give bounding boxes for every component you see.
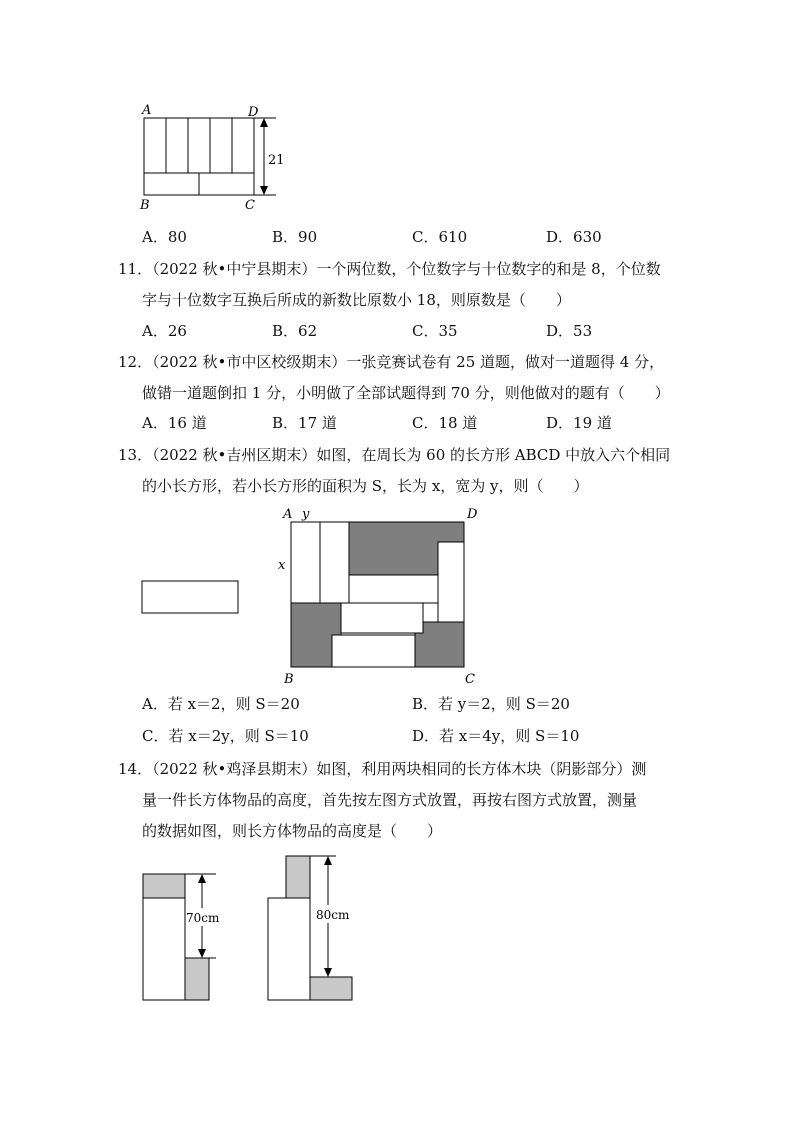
q11-stem-line1: 11．（2022 秋•中宁县期末）一个两位数，个位数字与十位数字的和是 8，个位数 xyxy=(118,260,661,278)
q13-option-b[interactable]: B．若 y＝2，则 S＝20 xyxy=(412,695,570,713)
q10-option-d[interactable]: D．630 xyxy=(546,228,602,246)
q11-option-a[interactable]: A．26 xyxy=(142,322,187,340)
q12-option-c[interactable]: C．18 道 xyxy=(412,414,478,432)
q13-label-a: A xyxy=(283,507,293,522)
q14-left-block-bottom xyxy=(185,958,209,1000)
q10-option-a[interactable]: A．80 xyxy=(142,228,187,246)
q12-option-b[interactable]: B．17 道 xyxy=(272,414,337,432)
q13-label-y: y xyxy=(302,507,310,522)
q11-option-c[interactable]: C．35 xyxy=(412,322,458,340)
q10-option-b[interactable]: B．90 xyxy=(272,228,318,246)
q11-option-b[interactable]: B．62 xyxy=(272,322,318,340)
q14-left-measure: 70cm xyxy=(186,911,220,925)
q13-label-c: C xyxy=(465,672,475,687)
q13-option-a[interactable]: A．若 x＝2，则 S＝20 xyxy=(142,695,300,713)
q13-small-rectangle xyxy=(140,579,240,615)
q10-label-b: B xyxy=(140,198,150,213)
q13-option-d[interactable]: D．若 x＝4y，则 S＝10 xyxy=(412,727,580,745)
q14-left-object xyxy=(143,898,185,1000)
q11-stem-line2: 字与十位数字互换后所成的新数比原数小 18，则原数是（ ） xyxy=(142,291,571,309)
q13-figure xyxy=(272,504,492,689)
q12-option-a[interactable]: A．16 道 xyxy=(142,414,207,432)
q10-label-d: D xyxy=(248,105,259,120)
q11-option-d[interactable]: D．53 xyxy=(546,322,593,340)
q14-stem-line1: 14．（2022 秋•鸡泽县期末）如图，利用两块相同的长方体木块（阴影部分）测 xyxy=(118,760,647,778)
q14-stem-line3: 的数据如图，则长方体物品的高度是（ ） xyxy=(142,822,443,840)
q12-stem-line2: 做错一道题倒扣 1 分，小明做了全部试题得到 70 分，则他做对的题有（ ） xyxy=(142,384,670,402)
q10-option-c[interactable]: C．610 xyxy=(412,228,468,246)
q13-label-b: B xyxy=(284,672,294,687)
q12-stem-line1: 12．（2022 秋•市中区校级期末）一张竞赛试卷有 25 道题，做对一道题得 4 分， xyxy=(118,353,665,371)
q14-left-block-top xyxy=(143,874,185,898)
q13-stem-line2: 的小长方形，若小长方形的面积为 S，长为 x，宽为 y，则（ ） xyxy=(142,477,589,495)
q14-right-block-bottom xyxy=(310,977,352,1000)
q10-figure xyxy=(130,100,300,215)
q10-label-a: A xyxy=(142,103,152,118)
q10-dimension: 21 xyxy=(268,153,285,168)
q10-label-c: C xyxy=(245,198,255,213)
q14-right-measure: 80cm xyxy=(316,908,350,922)
q14-right-figure xyxy=(262,850,362,1006)
q14-stem-line2: 量一件长方体物品的高度，首先按左图方式放置，再按右图方式放置，测量 xyxy=(142,791,638,809)
q13-label-d: D xyxy=(467,507,478,522)
q14-left-figure xyxy=(136,866,236,1006)
q13-stem-line1: 13．（2022 秋•吉州区期末）如图，在周长为 60 的长方形 ABCD 中放入六个相同 xyxy=(118,446,671,464)
q14-right-object xyxy=(268,898,310,1000)
q12-option-d[interactable]: D．19 道 xyxy=(546,414,612,432)
q14-right-block-top xyxy=(286,856,310,898)
q13-label-x: x xyxy=(278,558,286,573)
q13-option-c[interactable]: C．若 x＝2y，则 S＝10 xyxy=(142,727,309,745)
